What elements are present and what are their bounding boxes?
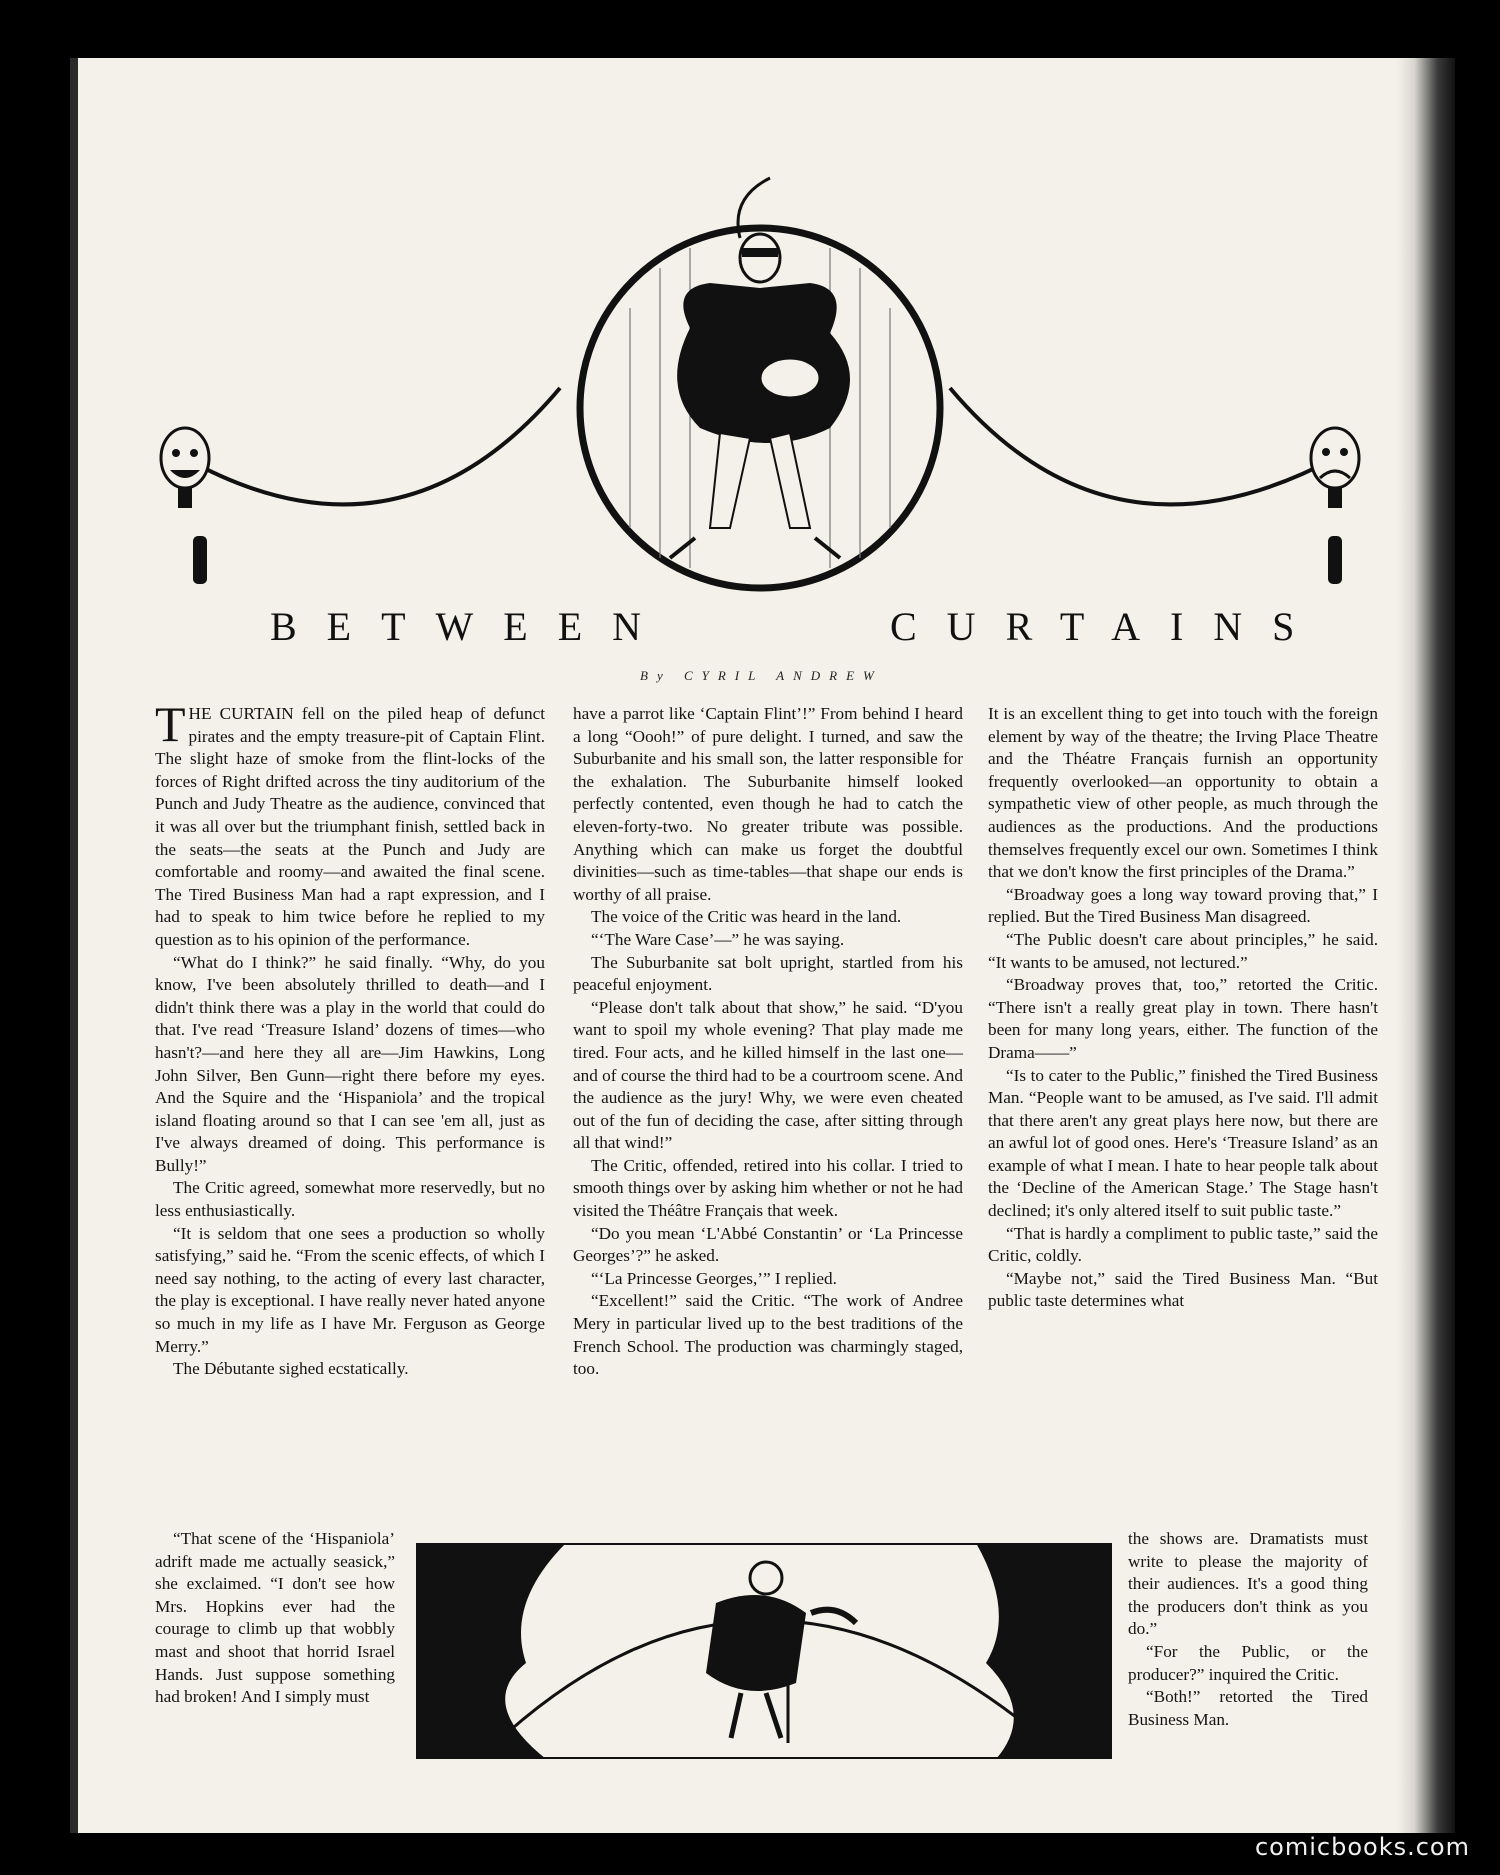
right-tassel-icon: [1328, 536, 1342, 584]
title-between: BETWEEN: [270, 604, 672, 649]
paragraph: “That scene of the ‘Hispaniola’ adrift made me actually seasick,” she exclaimed. “I don't see how Mrs. Hopkins ever had the courage to climb up that wobbly mast and shoot that horrid Israel Hands. Just suppose something had broken! And I simply must: [155, 1529, 395, 1707]
magazine-page: [70, 58, 1455, 1833]
left-swag: [185, 388, 560, 504]
paragraph: the shows are. Dramatists must write to please the majority of their audiences. It's a good thing the producers don't think as you do.”: [1128, 1529, 1368, 1639]
paragraph-lead: [155, 696, 545, 952]
paragraph: “Excellent!” said the Critic. “The work of Andree Mery in particular lived up to the best traditions of the French School. The production was charmingly staged, too.: [573, 1291, 963, 1379]
paragraph: “For the Public, or the producer?” inquired the Critic.: [1128, 1641, 1368, 1684]
pierrot-header-illustration: [70, 58, 1455, 618]
paragraph: “Broadway proves that, too,” retorted the Critic. “There isn't a really great play in town. There hasn't been for many long years, either. The function of the Drama——”: [988, 975, 1378, 1062]
tragedy-mask-icon: [1311, 428, 1359, 508]
paragraph: “That is hardly a compliment to public taste,” said the Critic, coldly.: [988, 1223, 1378, 1266]
paragraph-text: HE CURTAIN fell on the piled heap of defunct pirates and the empty treasure-pit of Captain Flint. The slight haze of smoke from the flint-locks of the forces of Right drifted across the tiny auditorium of the Punch and Judy Theatre as the audience, convinced that it was all over but the triumphant finish, settled back in the seats—the seats at the Punch and Judy are comfortable and roomy—and awaited the final scene. The Tired Business Man had a rapt expression, and I had to speak to him twice before he replied to my question as to his opinion of the performance.: [155, 704, 545, 949]
paragraph: “Please don't talk about that show,” he said. “D'you want to spoil my whole evening? That play made me tired. Four acts, and he killed himself in the last one—and of course the third had to be a courtroom scene. And the audience as the jury! Why, we were even cheated out of the fun of deciding the case, after sitting through all that wind!”: [573, 997, 963, 1153]
column-1-narrow: [155, 1528, 395, 1709]
paragraph: “Is to cater to the Public,” finished the Tired Business Man. “People want to be amused, as I've said. I'll admit that there aren't any great plays here now, but there are an awful lot of good ones. Here's ‘Treasure Island’ as an example of what I mean. I hate to hear people talk about the ‘Decline of the American Stage.’ The Stage hasn't declined; it's only altered itself to suit public taste.”: [988, 1065, 1378, 1221]
title-curtains: CURTAINS: [890, 604, 1325, 649]
column-3: [988, 703, 1378, 1313]
column-2: [573, 703, 963, 1381]
paragraph: “What do I think?” he said finally. “Why, do you know, I've been absolutely thrilled to death—and I didn't think there was a play in the world that could do that. I've read ‘Treasure Island’ dozens of times—who hasn't?—and here they all are—Jim Hawkins, Long John Silver, Ben Gunn—right there before my eyes. And the Squire and the ‘Hispaniola’ and the tropical island floating around so that I can see 'em all, just as I've always dreamed of doing. This performance is Bully!”: [155, 952, 545, 1175]
paragraph: “Both!” retorted the Tired Business Man.: [1128, 1687, 1368, 1729]
paragraph: “‘The Ware Case’—” he was saying.: [591, 929, 845, 949]
cavalier-illustration: [416, 1543, 1112, 1759]
paragraph: have a parrot like ‘Captain Flint’!” From behind I heard a long “Oooh!” of pure delight. I turned, and saw the Suburbanite and his small son, the latter responsible for the exhalation. The Suburbanite himself looked perfectly contented, even though he had to catch the eleven-forty-two. No greater tribute was possible. Anything which can make us forget the doubtful divinities—such as time-tables—that shape our ends is worthy of all praise.: [573, 704, 963, 904]
column-1: [155, 696, 545, 1381]
paragraph: “It is seldom that one sees a production so wholly satisfying,” said he. “From the scenic effects, of which I need say nothing, to the acting of every last character, the play is exceptional. I have really never hated anyone so much in my life as I have Mr. Ferguson as George Merry.”: [155, 1223, 545, 1356]
paragraph: “Broadway goes a long way toward proving that,” I replied. But the Tired Business Man disagreed.: [988, 884, 1378, 927]
paragraph: “Maybe not,” said the Tired Business Man. “But public taste determines what: [988, 1268, 1378, 1311]
paragraph: The Critic, offended, retired into his collar. I tried to smooth things over by asking him whether or not he had visited the Théâtre Français that week.: [573, 1155, 963, 1221]
paragraph: The Suburbanite sat bolt upright, startled from his peaceful enjoyment.: [573, 952, 963, 995]
paragraph: The Critic agreed, somewhat more reservedly, but no less enthusiastically.: [155, 1178, 545, 1221]
paragraph: The Débutante sighed ecstatically.: [173, 1359, 409, 1379]
paragraph: The voice of the Critic was heard in the land.: [591, 907, 902, 927]
paragraph: “‘La Princesse Georges,’” I replied.: [591, 1268, 837, 1288]
byline: By CYRIL ANDREW: [640, 668, 883, 683]
pierrot-figure: [670, 178, 850, 558]
column-3-narrow: [1128, 1528, 1368, 1731]
paragraph: “Do you mean ‘L'Abbé Constantin’ or ‘La Princesse Georges’?” he asked.: [573, 1223, 963, 1266]
right-swag: [950, 388, 1335, 504]
left-tassel-icon: [193, 536, 207, 584]
paragraph: It is an excellent thing to get into touch with the foreign element by way of the theatre; the Irving Place Theatre and the Théatre Français furnish an opportunity frequently overlooked—an opportunity to obtain a sympathetic view of other people, as much through the audiences as the productions. And the productions themselves frequently excel our own. Sometimes I think that we don't know the first principles of the Drama.”: [988, 704, 1378, 882]
paragraph: “The Public doesn't care about principles,” he said. “It wants to be amused, not lectured.”: [988, 929, 1378, 972]
drop-cap: T: [155, 696, 186, 752]
watermark: comicbooks.com: [1254, 1833, 1470, 1861]
comedy-mask-icon: [161, 428, 209, 508]
